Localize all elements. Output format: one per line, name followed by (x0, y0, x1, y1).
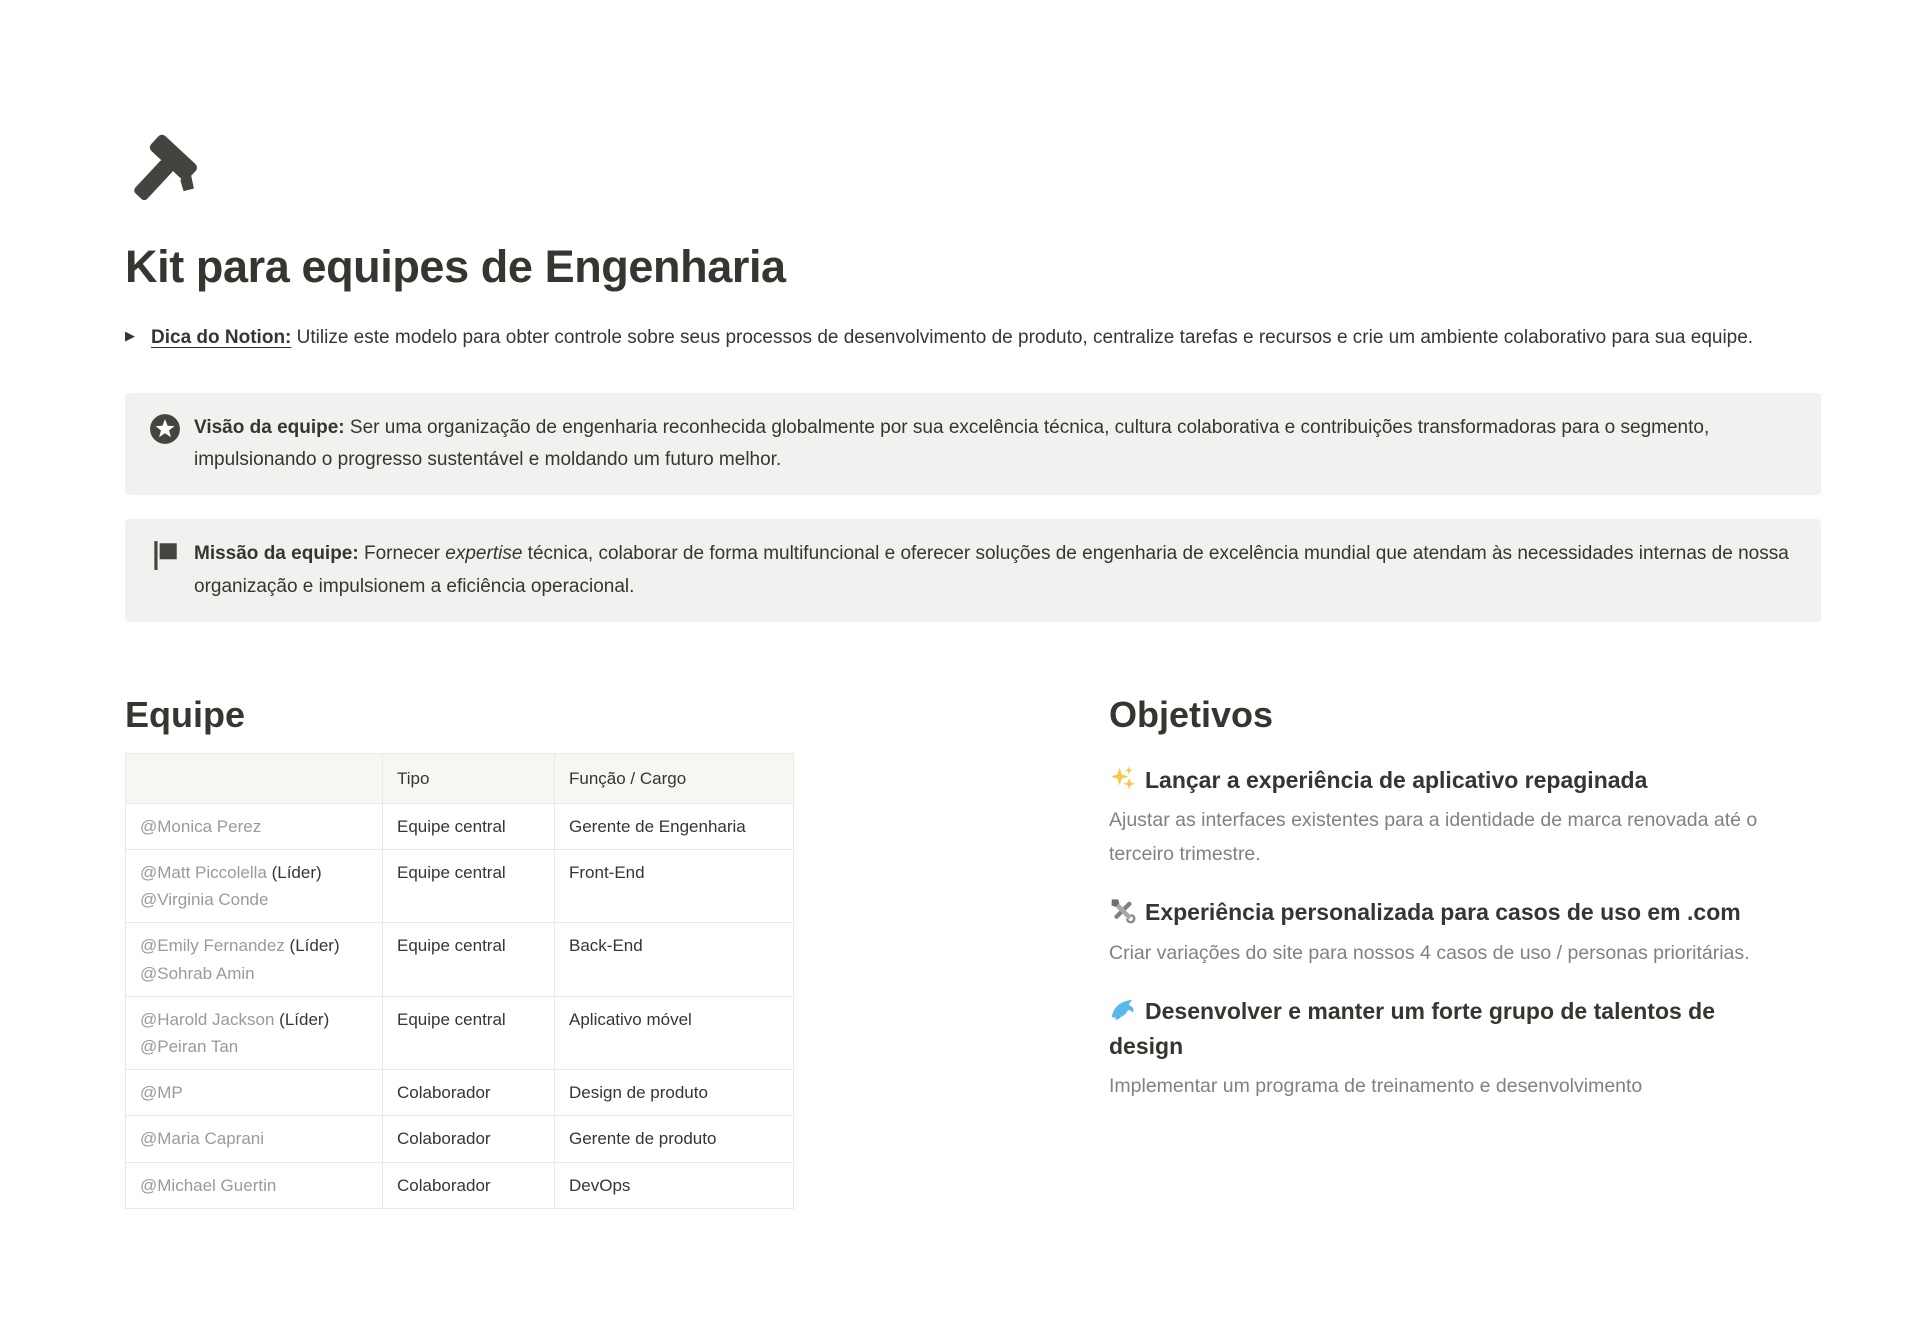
team-cell-people (126, 923, 383, 996)
person-suffix: (Líder) (284, 936, 340, 956)
team-cell-tipo: Equipe central (383, 803, 555, 849)
team-cell-cargo: Design de produto (555, 1070, 794, 1116)
user-mention[interactable]: @Sohrab Amin (140, 963, 255, 983)
objective-item (1109, 895, 1821, 970)
team-cell-people (126, 996, 383, 1069)
objectives-heading: Objetivos (1109, 693, 1274, 735)
team-table-body (126, 803, 794, 1208)
person-line (140, 1079, 368, 1106)
user-mention[interactable]: @Harold Jackson (140, 1009, 275, 1029)
table-row (126, 923, 794, 996)
team-cell-people (126, 1070, 383, 1116)
table-header-row (126, 753, 794, 803)
toggle-text (151, 322, 1753, 355)
user-mention[interactable]: @Emily Fernandez (140, 936, 285, 956)
team-column (125, 692, 793, 1209)
person-line (140, 1006, 368, 1033)
objective-title (1109, 763, 1754, 798)
team-cell-cargo: Gerente de produto (555, 1116, 794, 1162)
hammer-icon[interactable] (121, 130, 203, 212)
user-mention[interactable]: @Virginia Conde (140, 890, 269, 910)
user-mention[interactable]: @Matt Piccolella (140, 863, 267, 883)
user-mention[interactable]: @Michael Guertin (140, 1175, 277, 1195)
column-header-tipo: Tipo (383, 753, 555, 803)
toggle-label: Dica do Notion: (151, 327, 292, 348)
team-cell-tipo: Equipe central (383, 923, 555, 996)
person-suffix: (Líder) (266, 863, 322, 883)
objective-description: Ajustar as interfaces existentes para a identidade de marca renovada até o terceiro trimestre. (1109, 809, 1758, 866)
vision-label: Visão da equipe: (194, 416, 345, 438)
team-cell-tipo: Equipe central (383, 996, 555, 1069)
table-row (126, 850, 794, 923)
team-cell-people (126, 1116, 383, 1162)
team-cell-cargo: Gerente de Engenharia (555, 803, 794, 849)
team-cell-tipo: Colaborador (383, 1070, 555, 1116)
flag-icon (149, 539, 181, 571)
table-row (126, 803, 794, 849)
mission-label: Missão da equipe: (194, 543, 359, 565)
team-cell-people (126, 803, 383, 849)
table-row (126, 1070, 794, 1116)
objective-title (1109, 994, 1754, 1063)
column-header-cargo: Função / Cargo (555, 753, 794, 803)
table-row (126, 996, 794, 1069)
objective-item (1109, 994, 1821, 1103)
person-line (140, 813, 368, 840)
objective-title-text: Desenvolver e manter um forte grupo de talentos de design (1109, 998, 1716, 1059)
team-cell-tipo: Colaborador (383, 1116, 555, 1162)
table-row (126, 1162, 794, 1208)
team-cell-people (126, 1162, 383, 1208)
objective-title-text: Experiência personalizada para casos de uso em .com (1145, 899, 1741, 926)
two-column-layout (125, 692, 1821, 1209)
table-row (126, 1116, 794, 1162)
page-content (125, 130, 1821, 1209)
user-mention[interactable]: @Maria Caprani (140, 1129, 265, 1149)
person-line (140, 1033, 368, 1060)
person-line (140, 859, 368, 886)
team-heading: Equipe (125, 693, 246, 735)
dolphin-icon (1109, 996, 1136, 1023)
person-line (140, 1172, 368, 1199)
objective-item (1109, 763, 1821, 872)
sparkles-icon (1109, 765, 1136, 792)
user-mention[interactable]: @MP (140, 1083, 183, 1103)
person-suffix: (Líder) (274, 1009, 330, 1029)
objective-title (1109, 895, 1754, 930)
person-line (140, 932, 368, 959)
toggle-body: Utilize este modelo para obter controle sobre seus processos de desenvolvimento de produto, centralize tarefas e recursos e crie um ambiente colaborativo para sua equipe. (291, 327, 1754, 348)
person-line (140, 960, 368, 987)
person-line (140, 886, 368, 913)
objective-description: Criar variações do site para nossos 4 casos de uso / personas prioritárias. (1109, 941, 1750, 964)
page-title: Kit para equipes de Engenharia (125, 241, 786, 292)
team-cell-tipo: Equipe central (383, 850, 555, 923)
hammer-wrench-icon (1109, 897, 1136, 924)
objective-title-text: Lançar a experiência de aplicativo repaginada (1145, 766, 1648, 793)
objectives-column (1109, 692, 1821, 1209)
notion-tip-toggle[interactable] (125, 322, 1821, 355)
mission-post: técnica, colaborar de forma multifuncional e oferecer soluções de engenharia de excelência mundial que atendam às necessidades internas de nossa organização e impulsionem a eficiência operacional. (194, 543, 1789, 597)
vision-callout-text (194, 412, 1797, 477)
vision-callout (125, 393, 1821, 496)
team-cell-tipo: Colaborador (383, 1162, 555, 1208)
star-circle-icon (149, 413, 181, 445)
team-table (125, 753, 794, 1209)
objective-description: Implementar um programa de treinamento e desenvolvimento (1109, 1075, 1643, 1098)
team-cell-cargo: Aplicativo móvel (555, 996, 794, 1069)
toggle-triangle-icon[interactable]: ▶ (125, 329, 135, 344)
objectives-list (1109, 763, 1821, 1104)
team-cell-people (126, 850, 383, 923)
user-mention[interactable]: @Monica Perez (140, 816, 262, 836)
team-cell-cargo: DevOps (555, 1162, 794, 1208)
person-line (140, 1125, 368, 1152)
vision-body: Ser uma organização de engenharia reconhecida globalmente por sua excelência técnica, cultura colaborativa e contribuições transformadoras para o segmento, impulsionando o progresso sustentável e moldando um futuro melhor. (194, 416, 1710, 470)
mission-italic: expertise (445, 543, 523, 565)
mission-callout-text (194, 538, 1797, 603)
mission-callout (125, 519, 1821, 622)
user-mention[interactable]: @Peiran Tan (140, 1036, 239, 1056)
team-cell-cargo: Front-End (555, 850, 794, 923)
mission-pre: Fornecer (358, 543, 446, 565)
team-cell-cargo: Back-End (555, 923, 794, 996)
column-header-name (126, 753, 383, 803)
